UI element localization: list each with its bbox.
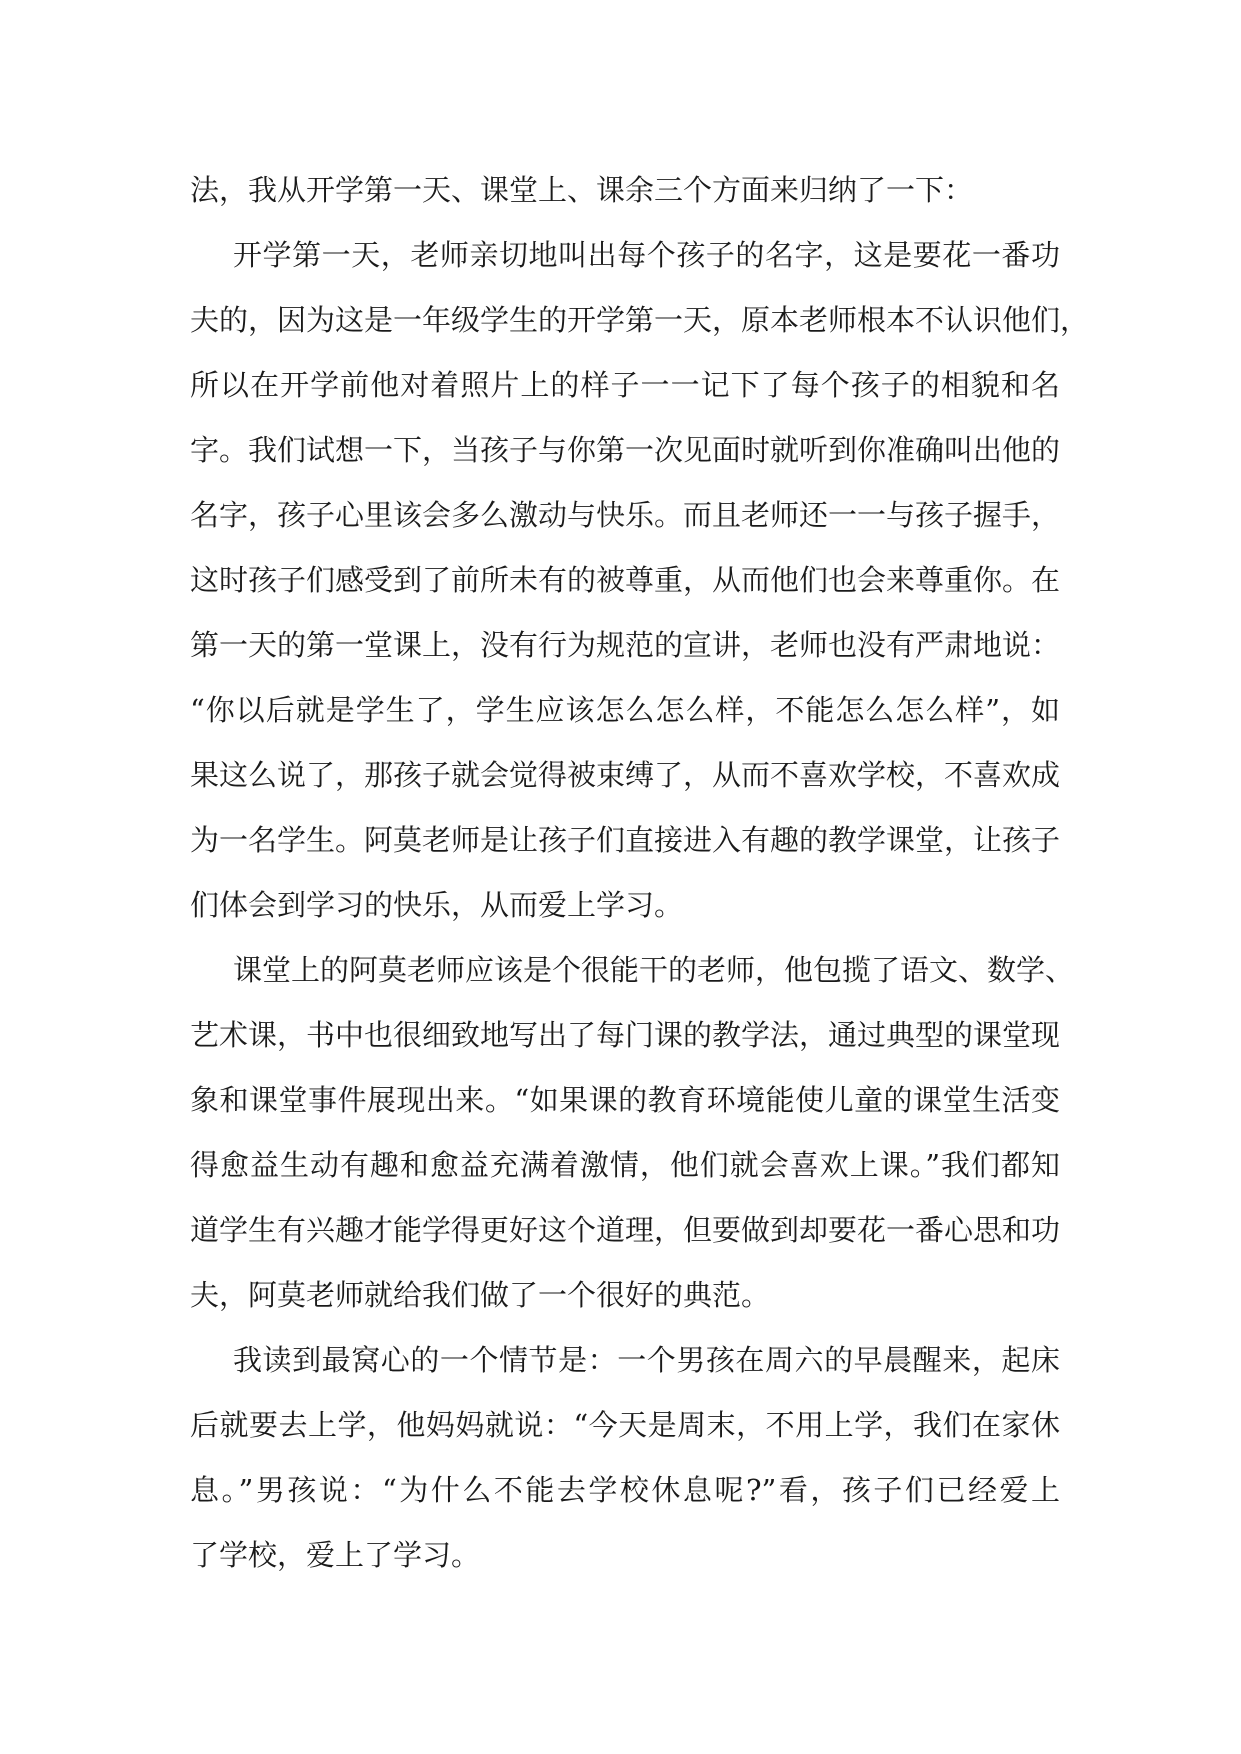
text-line: 第一天的第一堂课上，没有行为规范的宣讲，老师也没有严肃地说：: [190, 628, 1061, 662]
text-line: “你以后就是学生了，学生应该怎么怎么样，不能怎么怎么样”，如: [190, 693, 1060, 727]
text-line: 后就要去上学，他妈妈就说：“今天是周末，不用上学，我们在家休: [190, 1408, 1060, 1442]
text-line: 夫的，因为这是一年级学生的开学第一天，原本老师根本不认识他们，: [190, 303, 1090, 337]
text-line: 开学第一天，老师亲切地叫出每个孩子的名字，这是要花一番功: [233, 238, 1060, 272]
text-line: 得愈益生动有趣和愈益充满着激情，他们就会喜欢上课。”我们都知: [190, 1148, 1060, 1182]
text-line: 所以在开学前他对着照片上的样子一一记下了每个孩子的相貌和名: [190, 368, 1060, 402]
text-line: 这时孩子们感受到了前所未有的被尊重，从而他们也会来尊重你。在: [190, 563, 1061, 597]
text-line: 法，我从开学第一天、课堂上、课余三个方面来归纳了一下：: [190, 173, 974, 207]
text-line: 了学校，爱上了学习。: [190, 1538, 481, 1572]
text-line: 们体会到学习的快乐，从而爱上学习。: [190, 888, 684, 922]
text-line: 夫，阿莫老师就给我们做了一个很好的典范。: [190, 1278, 771, 1312]
text-line: 我读到最窝心的一个情节是：一个男孩在周六的早晨醒来，起床: [233, 1343, 1060, 1377]
text-line: 名字，孩子心里该会多么激动与快乐。而且老师还一一与孩子握手，: [190, 498, 1061, 532]
text-line: 字。我们试想一下，当孩子与你第一次见面时就听到你准确叫出他的: [190, 433, 1061, 467]
text-line: 艺术课，书中也很细致地写出了每门课的教学法，通过典型的课堂现: [190, 1018, 1061, 1052]
text-line: 息。”男孩说：“为什么不能去学校休息呢?”看，孩子们已经爱上: [190, 1473, 1060, 1507]
text-line: 道学生有兴趣才能学得更好这个道理，但要做到却要花一番心思和功: [190, 1213, 1061, 1247]
text-line: 为一名学生。阿莫老师是让孩子们直接进入有趣的教学课堂，让孩子: [190, 823, 1061, 857]
text-line: 果这么说了，那孩子就会觉得被束缚了，从而不喜欢学校，不喜欢成: [190, 758, 1061, 792]
text-line: 课堂上的阿莫老师应该是个很能干的老师，他包揽了语文、数学、: [233, 953, 1075, 987]
text-line: 象和课堂事件展现出来。“如果课的教育环境能使儿童的课堂生活变: [190, 1083, 1060, 1117]
body-text: [190, 158, 1090, 1588]
